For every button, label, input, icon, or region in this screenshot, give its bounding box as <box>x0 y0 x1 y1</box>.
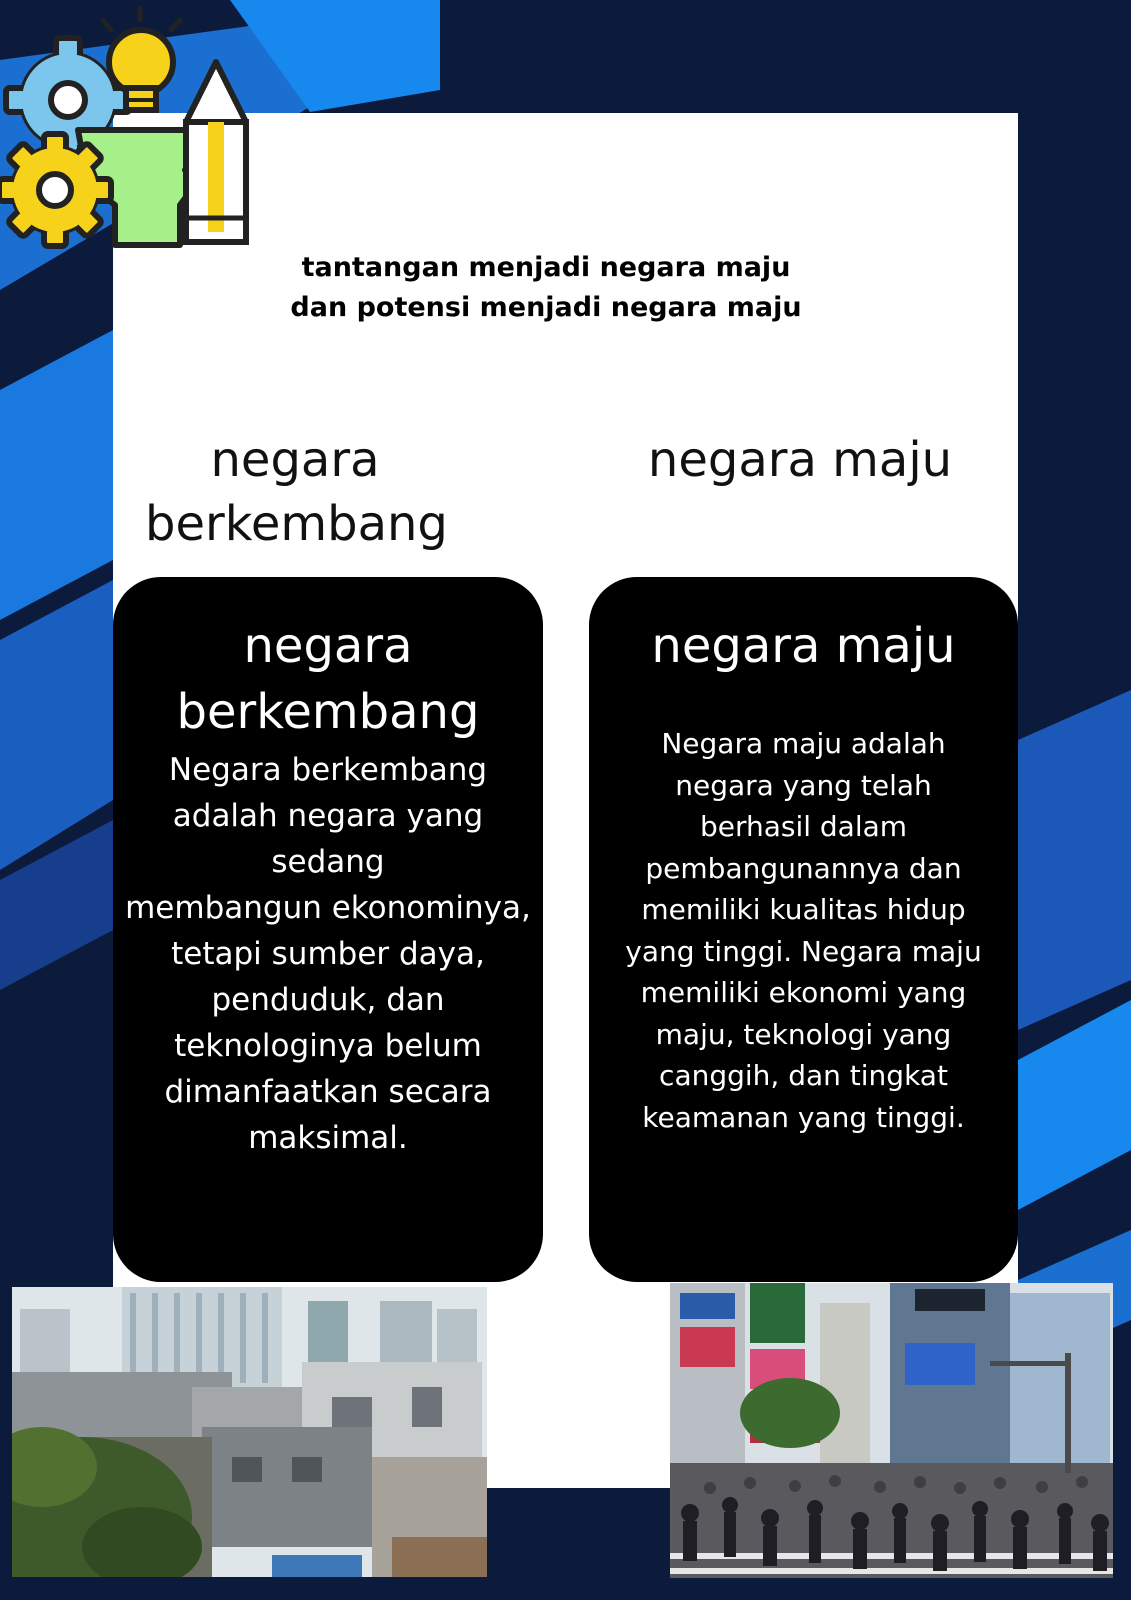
card-developing-country <box>113 577 543 1282</box>
body-line: pembangunannya dan <box>645 851 962 885</box>
body-line: Negara berkembang <box>168 752 488 788</box>
card-developed-body <box>597 723 1010 1138</box>
photo-developed-city <box>670 1283 1113 1578</box>
page-title <box>113 248 979 328</box>
body-line: maksimal. <box>248 1120 408 1156</box>
body-line: keamanan yang tinggi. <box>642 1100 965 1134</box>
card-developed-country <box>589 577 1018 1282</box>
card-developing-title <box>115 613 541 745</box>
card-developing-body <box>115 747 541 1161</box>
body-line: canggih, dan tingkat <box>659 1059 948 1092</box>
column-label-developing <box>145 428 448 556</box>
body-line: penduduk, dan <box>211 982 445 1018</box>
body-line: adalah negara yang sedang <box>172 798 484 880</box>
photo-developing-city <box>12 1287 487 1577</box>
body-line: teknologinya belum <box>174 1028 482 1064</box>
body-line: memiliki ekonomi yang <box>640 976 967 1009</box>
body-line: maju, teknologi yang <box>655 1017 952 1051</box>
body-line: membangun ekonominya, <box>125 890 531 926</box>
column-label-developing-line-2: berkembang <box>145 496 448 552</box>
body-line: memiliki kualitas hidup <box>641 893 966 926</box>
column-label-developed: negara maju <box>647 432 953 488</box>
body-line: tetapi sumber daya, <box>171 936 485 972</box>
card-developing-title-line-1: negara <box>243 618 413 674</box>
column-label-developing-line-1: negara <box>210 432 380 488</box>
title-line-1: tantangan menjadi negara maju <box>301 252 791 283</box>
body-line: negara yang telah <box>675 768 932 802</box>
card-developed-title: negara maju <box>651 618 956 674</box>
body-line: Negara maju adalah <box>661 727 946 760</box>
card-developing-title-line-2: berkembang <box>176 684 480 740</box>
body-line: berhasil dalam <box>699 810 908 843</box>
body-line: yang tinggi. Negara maju <box>625 934 982 968</box>
title-line-2: dan potensi menjadi negara maju <box>290 292 802 323</box>
innovation-gears-lightbulb-pencil-icon <box>0 0 255 260</box>
body-line: dimanfaatkan secara <box>164 1074 492 1110</box>
